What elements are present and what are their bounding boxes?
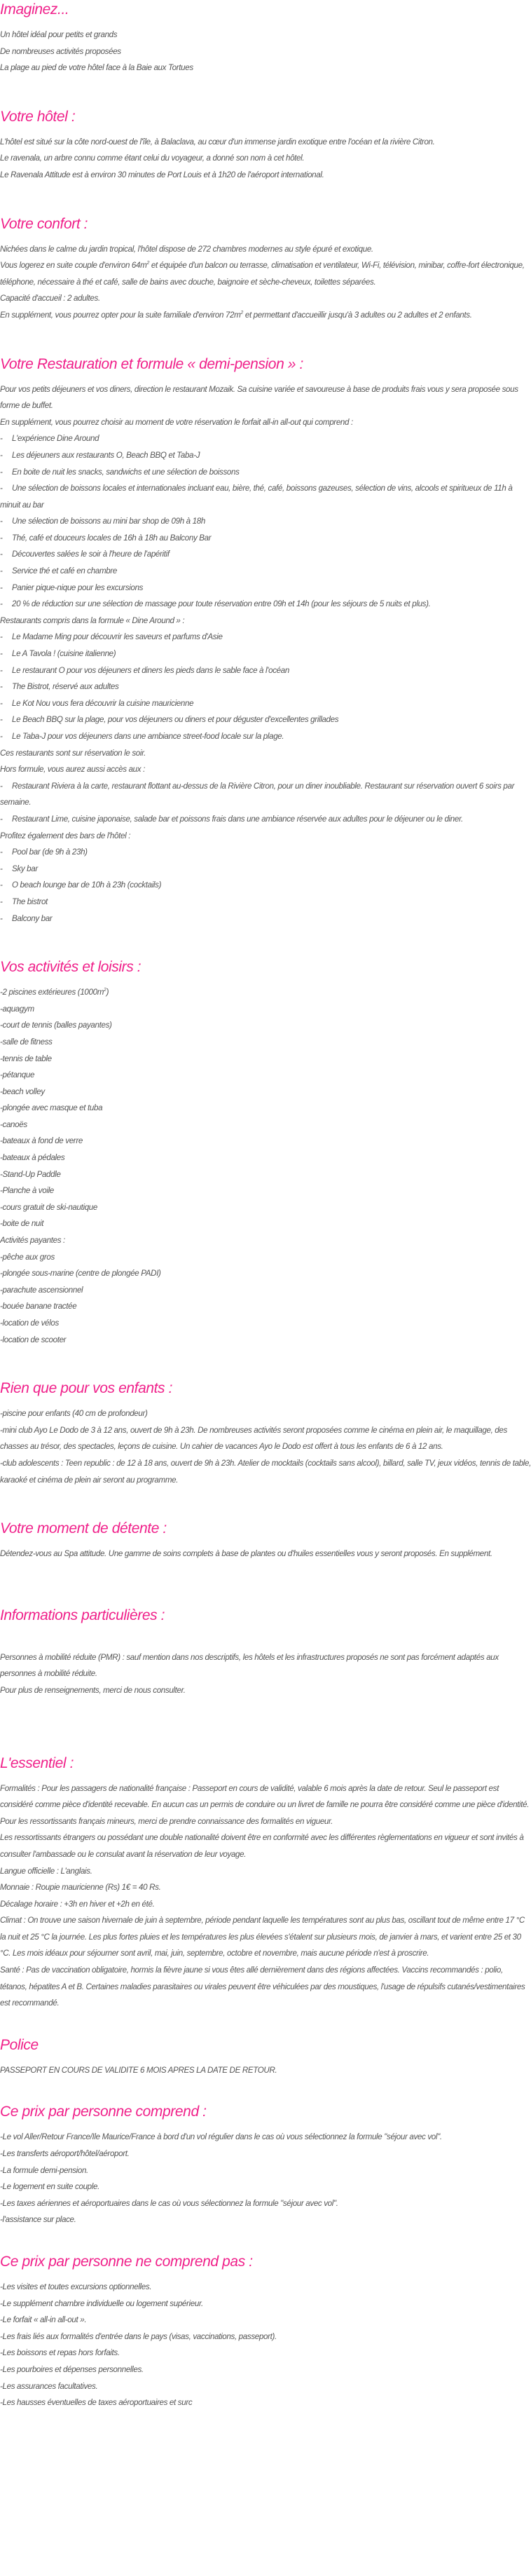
section-informations (0, 1606, 531, 1699)
text-line (0, 257, 531, 290)
list-item: -plongée sous-marine (centre de plongée PADI) (0, 1269, 161, 1279)
text-line: Hors formule, vous aurez aussi accès aux : (0, 765, 145, 775)
section-body (0, 2062, 531, 2079)
section-activites (0, 958, 531, 1348)
list-item: - L'expérience Dine Around (0, 434, 99, 444)
spacer (0, 2078, 531, 2102)
list-item: -Les taxes aériennes et aéroportuaires dans le cas où vous sélectionnez la formule "séjour avec vol". (0, 2198, 338, 2208)
section-enfants (0, 1379, 531, 1488)
list-item: -bateaux à pédales (0, 1153, 65, 1163)
text-line: Personnes à mobilité réduite (PMR) : sauf mention dans nos descriptifs, les hôtels et les infrastructures proposés ne sont pas forcément adaptés aux personnes à mobilité réduite. (0, 1652, 499, 1679)
list-item-text: Restaurant Riviera à la carte, restaurant flottant au-dessus de la Rivière Citron, pour un diner inoubliable. Restaurant sur réservation ouvert 6 soirs par semaine. (0, 781, 515, 807)
text-line: Le Ravenala Attitude est à environ 30 minutes de Port Louis et à 1h20 de l'aéroport international. (0, 170, 324, 179)
section-prix-comprend (0, 2102, 531, 2228)
text-line: Santé : Pas de vaccination obligatoire, hormis la fièvre jaune si vous êtes allé dernièrement dans des régions affectées. Vaccins recommandés : polio, tétanos, hépatites A et B. Certaines maladies parasitaires ou virales peuvent être véhiculées par des moustiques, l'usage de répulsifs cutanés/vestimentaires est recommandé. (0, 1965, 525, 2008)
text-line: Pour plus de renseignements, merci de nous consulter. (0, 1685, 186, 1695)
spacer (0, 1562, 531, 1606)
list-item-text: Une sélection de boissons locales et internationales incluant eau, bière, thé, café, boissons gazeuses, sélection de vins, alcools et spiritueux de 11h à minuit au bar (0, 484, 513, 510)
list-item-text: En boite de nuit les snacks, sandwichs et une sélection de boissons (12, 467, 240, 477)
section-body (0, 1780, 531, 2012)
list-item: - Le Beach BBQ sur la plage, pour vos déjeuners ou diners et pour déguster d'excellentes grillades (0, 715, 339, 725)
list-item: - Pool bar (de 9h à 23h) (0, 847, 88, 857)
text-line: Restaurants compris dans la formule « Dine Around » : (0, 615, 185, 625)
section-title: Ce prix par personne ne comprend pas : (0, 2254, 253, 2270)
text-line: De nombreuses activités proposées (0, 46, 121, 56)
list-item-text: The Bistrot, réservé aux adultes (12, 682, 119, 692)
list-item: - The Bistrot, réservé aux adultes (0, 682, 119, 692)
list-item: -plongée avec masque et tuba (0, 1103, 103, 1113)
list-item: -beach volley (0, 1086, 45, 1096)
text-line: Capacité d'accueil : 2 adultes. (0, 294, 100, 304)
text-fragment: ) (106, 988, 109, 997)
text-line: PASSEPORT EN COURS DE VALIDITE 6 MOIS APRES LA DATE DE RETOUR. (0, 2065, 277, 2075)
spacer (0, 1348, 531, 1379)
list-item: -Le supplément chambre individuelle ou logement supérieur. (0, 2298, 203, 2308)
list-item-text: Une sélection de boissons au mini bar shop de 09h à 18h (12, 517, 205, 526)
list-item-text: Balcony bar (12, 913, 53, 923)
section-body (0, 27, 531, 76)
section-body (0, 1405, 531, 1488)
text-line: Profitez également des bars de l'hôtel : (0, 831, 131, 840)
list-item: -aquagym (0, 1004, 34, 1014)
list-item-text: Le A Tavola ! (cuisine italienne) (12, 649, 116, 659)
list-item: -parachute ascensionnel (0, 1285, 83, 1295)
spacer (0, 1488, 531, 1519)
spacer (0, 76, 531, 107)
text-line: -mini club Ayo Le Dodo de 3 à 12 ans, ouvert de 9h à 23h. De nombreuses activités seront proposées comme le cinéma en plein air, le maquillage, des chasses au trésor, des spectacles, leçons de cuisine. Un cahier de vacances Ayo le Dodo est offert à tous les enfants de 6 à 12 ans. (0, 1425, 507, 1452)
superscript: 2 (146, 261, 149, 266)
list-item: -Les frais liés aux formalités d'entrée dans le pays (visas, vaccinations, passeport). (0, 2331, 277, 2341)
list-item: - 20 % de réduction sur une sélection de massage pour toute réservation entre 09h et 14h (pour les séjours de 5 nuits et plus). (0, 599, 431, 609)
list-item: - Découvertes salées le soir à l'heure de l'apéritif (0, 550, 170, 559)
list-item: - Balcony bar (0, 913, 53, 923)
list-item: -bateaux à fond de verre (0, 1136, 83, 1146)
text-fragment: et permettant d'accueillir jusqu'à 3 adultes ou 2 adultes et 2 enfants. (242, 310, 472, 320)
section-body (0, 1649, 531, 1699)
list-item: -tennis de table (0, 1054, 52, 1063)
section-hotel (0, 107, 531, 184)
section-title: Votre moment de détente : (0, 1520, 167, 1537)
section-restauration (0, 355, 531, 927)
section-title: Votre Restauration et formule « demi-pension » : (0, 355, 303, 372)
list-item: -l'assistance sur place. (0, 2215, 76, 2225)
section-prix-ne-comprend-pas (0, 2252, 531, 2411)
list-item: -Les visites et toutes excursions optionnelles. (0, 2282, 152, 2291)
section-title: Informations particulières : (0, 1607, 165, 1623)
spacer (0, 2012, 531, 2036)
list-item: - Le Kot Nou vous fera découvrir la cuisine mauricienne (0, 698, 194, 708)
allin-list (0, 430, 531, 613)
list-item: - Service thé et café en chambre (0, 566, 117, 576)
text-line: Activités payantes : (0, 1236, 65, 1246)
text-line: Un hôtel idéal pour petits et grands (0, 30, 118, 39)
list-item: -Les transferts aéroport/hôtel/aéroport. (0, 2149, 130, 2159)
list-item-text: The bistrot (12, 897, 48, 906)
section-confort (0, 214, 531, 324)
spacer (0, 324, 531, 355)
list-item: - Une sélection de boissons au mini bar shop de 09h à 18h (0, 517, 205, 526)
list-item: -canoës (0, 1119, 27, 1129)
list-item: -court de tennis (balles payantes) (0, 1021, 112, 1030)
list-item: -bouée banane tractée (0, 1302, 77, 1311)
list-item-text: Restaurant Lime, cuisine japonaise, salade bar et poissons frais dans une ambiance réservée aux adultes pour le déjeuner ou le diner. (12, 814, 463, 824)
text-fragment: En supplément, vous pourrez opter pour la suite familiale d'environ 72m (0, 310, 241, 320)
list-item: - Panier pique-nique pour les excursions (0, 582, 144, 592)
list-item: - O beach lounge bar de 10h à 23h (cocktails) (0, 880, 162, 890)
section-title: Rien que pour vos enfants : (0, 1380, 173, 1397)
list-item-text: Le Kot Nou vous fera découvrir la cuisine mauricienne (12, 698, 194, 708)
list-item: -Le logement en suite couple. (0, 2182, 99, 2192)
text-line: Formalités : Pour les passagers de nationalité française : Passeport en cours de validité, valable 6 mois après la date de retour. Seul le passeport est considéré comme pièce d'identité recevable. En aucun cas un permis de conduire ou un livret de famille ne pourra être considéré comme une pièce d'identité. (0, 1783, 530, 1810)
section-body (0, 134, 531, 184)
spacer (0, 927, 531, 958)
text-fragment: -2 piscines extérieures (1000m (0, 988, 104, 997)
hors-formule-list (0, 778, 531, 828)
text-line (0, 307, 531, 324)
list-item-text: Sky bar (12, 864, 38, 873)
section-title: Imaginez... (0, 1, 69, 18)
list-item-text: L'expérience Dine Around (12, 434, 99, 444)
list-item-text: Les déjeuners aux restaurants O, Beach BBQ et Taba-J (12, 450, 200, 460)
list-item: -cours gratuit de ski-nautique (0, 1202, 98, 1212)
list-item: -La formule demi-pension. (0, 2165, 88, 2175)
text-line: Ces restaurants sont sur réservation le soir. (0, 748, 146, 758)
spacer (0, 184, 531, 214)
section-body (0, 2129, 531, 2228)
text-line: Les ressortissants étrangers ou possédant une double nationalité doivent être en conformité avec les différentes règlementations en vigueur et sont invités à consulter l'ambassade ou le consulat avant la réservation de leur voyage. (0, 1833, 524, 1859)
list-item: -Stand-Up Paddle (0, 1169, 61, 1179)
spacer (0, 1699, 531, 1754)
section-police (0, 2036, 531, 2079)
list-item: -pêche aux gros (0, 1252, 55, 1262)
list-item-text: Pool bar (de 9h à 23h) (12, 847, 88, 857)
section-title: L'essentiel : (0, 1754, 74, 1771)
section-title: Vos activités et loisirs : (0, 959, 142, 976)
text-line: Décalage horaire : +3h en hiver et +2h en été. (0, 1899, 155, 1909)
bars-list (0, 844, 531, 927)
list-item-text: Service thé et café en chambre (12, 566, 117, 576)
list-item-text: Le Taba-J pour vos déjeuners dans une ambiance street-food locale sur la plage. (12, 732, 284, 741)
section-body (0, 1546, 531, 1562)
section-title: Votre confort : (0, 215, 88, 232)
list-item: -salle de fitness (0, 1037, 53, 1047)
list-item: -Planche à voile (0, 1186, 54, 1196)
list-item: - Une sélection de boissons locales et internationales incluant eau, bière, thé, café, boissons gazeuses, sélection de vins, alcools et spiritueux de 11h à minuit au bar (0, 484, 513, 510)
list-item: -pétanque (0, 1070, 35, 1080)
section-title: Police (0, 2036, 39, 2053)
section-detente (0, 1519, 531, 1562)
section-essentiel (0, 1754, 531, 2012)
list-item: -Les pourboires et dépenses personnelles. (0, 2364, 144, 2374)
list-item: - Le restaurant O pour vos déjeuners et diners les pieds dans le sable face à l'océan (0, 665, 289, 675)
text-fragment: et équipée d'un balcon ou terrasse, climatisation et ventilateur, Wi-Fi, télévision, minibar, coffre-fort électronique, téléphone, nécessaire à thé et café, salle de bains avec douche, baignoire et sèche-cheveux, toilettes séparées. (0, 261, 525, 287)
text-line: -club adolescents : Teen republic : de 12 à 18 ans, ouvert de 9h à 23h. Atelier de mocktails (cocktails sans alcool), billard, salle TV, jeux vidéos, tennis de table, karaoké et cinéma de plein air seront au programme. (0, 1458, 531, 1485)
text-line: Pour vos petits déjeuners et vos diners, direction le restaurant Mozaik. Sa cuisine variée et savoureuse à base de produits frais vous y sera proposée sous forme de buffet. (0, 384, 518, 411)
superscript: 2 (104, 988, 106, 993)
list-item: -boite de nuit (0, 1219, 44, 1229)
list-item: - Thé, café et douceurs locales de 16h à 18h au Balcony Bar (0, 533, 212, 543)
list-item-text: 20 % de réduction sur une sélection de massage pour toute réservation entre 09h et 14h (pour les séjours de 5 nuits et plus). (12, 599, 431, 609)
list-item: -Le vol Aller/Retour France/Ile Maurice/France à bord d'un vol régulier dans le cas où vous sélectionnez la formule "séjour avec vol". (0, 2132, 442, 2142)
list-item-text: Panier pique-nique pour les excursions (12, 582, 144, 592)
list-item-text: Thé, café et douceurs locales de 16h à 18h au Balcony Bar (12, 533, 212, 543)
dine-around-list (0, 629, 531, 744)
section-imaginez (0, 0, 531, 76)
list-item: - Restaurant Lime, cuisine japonaise, salade bar et poissons frais dans une ambiance réservée aux adultes pour le déjeuner ou le diner. (0, 814, 463, 824)
list-item-text: O beach lounge bar de 10h à 23h (cocktails) (12, 880, 162, 890)
text-line: Le ravenala, un arbre connu comme étant celui du voyageur, a donné son nom à cet hôtel. (0, 154, 305, 163)
section-body (0, 381, 531, 927)
list-item-text: Le Beach BBQ sur la plage, pour vos déjeuners ou diners et pour déguster d'excellentes grillades (12, 715, 339, 725)
list-item: -Le forfait « all-in all-out ». (0, 2315, 87, 2325)
text-line: Détendez-vous au Spa attitude. Une gamme de soins complets à base de plantes ou d'huiles essentielles vous y seront proposés. En supplément. (0, 1549, 492, 1559)
list-item: -Les assurances facultatives. (0, 2381, 98, 2391)
text-line: En supplément, vous pourrez choisir au moment de votre réservation le forfait all-in all-out qui comprend : (0, 417, 353, 427)
text-line: Monnaie : Roupie mauricienne (Rs) 1€ = 40 Rs. (0, 1883, 161, 1893)
list-item-text: Découvertes salées le soir à l'heure de l'apéritif (12, 550, 170, 559)
list-item: -Les hausses éventuelles de taxes aéroportuaires et surc (0, 2398, 193, 2408)
section-body (0, 241, 531, 324)
list-item: - Le Taba-J pour vos déjeuners dans une ambiance street-food locale sur la plage. (0, 732, 284, 741)
text-line: Langue officielle : L'anglais. (0, 1866, 92, 1876)
text-line: Nichées dans le calme du jardin tropical, l'hôtel dispose de 272 chambres modernes au style épuré et exotique. (0, 244, 373, 254)
list-item: -location de vélos (0, 1318, 59, 1328)
list-item: -location de scooter (0, 1335, 67, 1344)
text-fragment: Vous logerez en suite couple d'environ 64m (0, 261, 147, 271)
list-item: - The bistrot (0, 897, 48, 906)
text-line (0, 984, 531, 1001)
section-body (0, 2279, 531, 2411)
list-item-text: Le Madame Ming pour découvrir les saveurs et parfums d'Asie (12, 632, 223, 642)
list-item-text: Le restaurant O pour vos déjeuners et diners les pieds dans le sable face à l'océan (12, 665, 289, 675)
text-line: Climat : On trouve une saison hivernale de juin à septembre, période pendant laquelle les températures sont au plus bas, oscillant tout de même entre 17 °C la nuit et 25 °C la journée. Les plus fortes pluies et les températures les plus élevées s'étalent sur plusieurs mois, de janvier à mars, et varient entre 25 et 30 °C. Les mois idéaux pour séjourner sont avril, mai, juin, septembre, octobre et novembre, mais aucune période n'est à proscrire. (0, 1916, 525, 1958)
text-line: -piscine pour enfants (40 cm de profondeur) (0, 1409, 148, 1419)
section-title: Votre hôtel : (0, 108, 76, 125)
superscript: 2 (240, 310, 243, 315)
list-item: - Les déjeuners aux restaurants O, Beach BBQ et Taba-J (0, 450, 200, 460)
text-line: La plage au pied de votre hôtel face à la Baie aux Tortues (0, 63, 193, 73)
section-title: Ce prix par personne comprend : (0, 2104, 207, 2120)
text-line: L'hôtel est situé sur la côte nord-ouest de l'île, à Balaclava, au cœur d'un immense jardin exotique entre l'océan et la rivière Citron. (0, 137, 435, 146)
section-body (0, 984, 531, 1348)
text-line: Pour les ressortissants français mineurs, merci de prendre connaissance des formalités en vigueur. (0, 1816, 333, 1826)
list-item: - En boite de nuit les snacks, sandwichs et une sélection de boissons (0, 467, 240, 477)
list-item: - Sky bar (0, 864, 38, 873)
list-item: - Restaurant Riviera à la carte, restaurant flottant au-dessus de la Rivière Citron, pour un diner inoubliable. Restaurant sur réservation ouvert 6 soirs par semaine. (0, 781, 515, 807)
list-item: - Le A Tavola ! (cuisine italienne) (0, 649, 116, 659)
spacer (0, 2228, 531, 2252)
list-item: -Les boissons et repas hors forfaits. (0, 2348, 120, 2358)
list-item: - Le Madame Ming pour découvrir les saveurs et parfums d'Asie (0, 632, 223, 642)
